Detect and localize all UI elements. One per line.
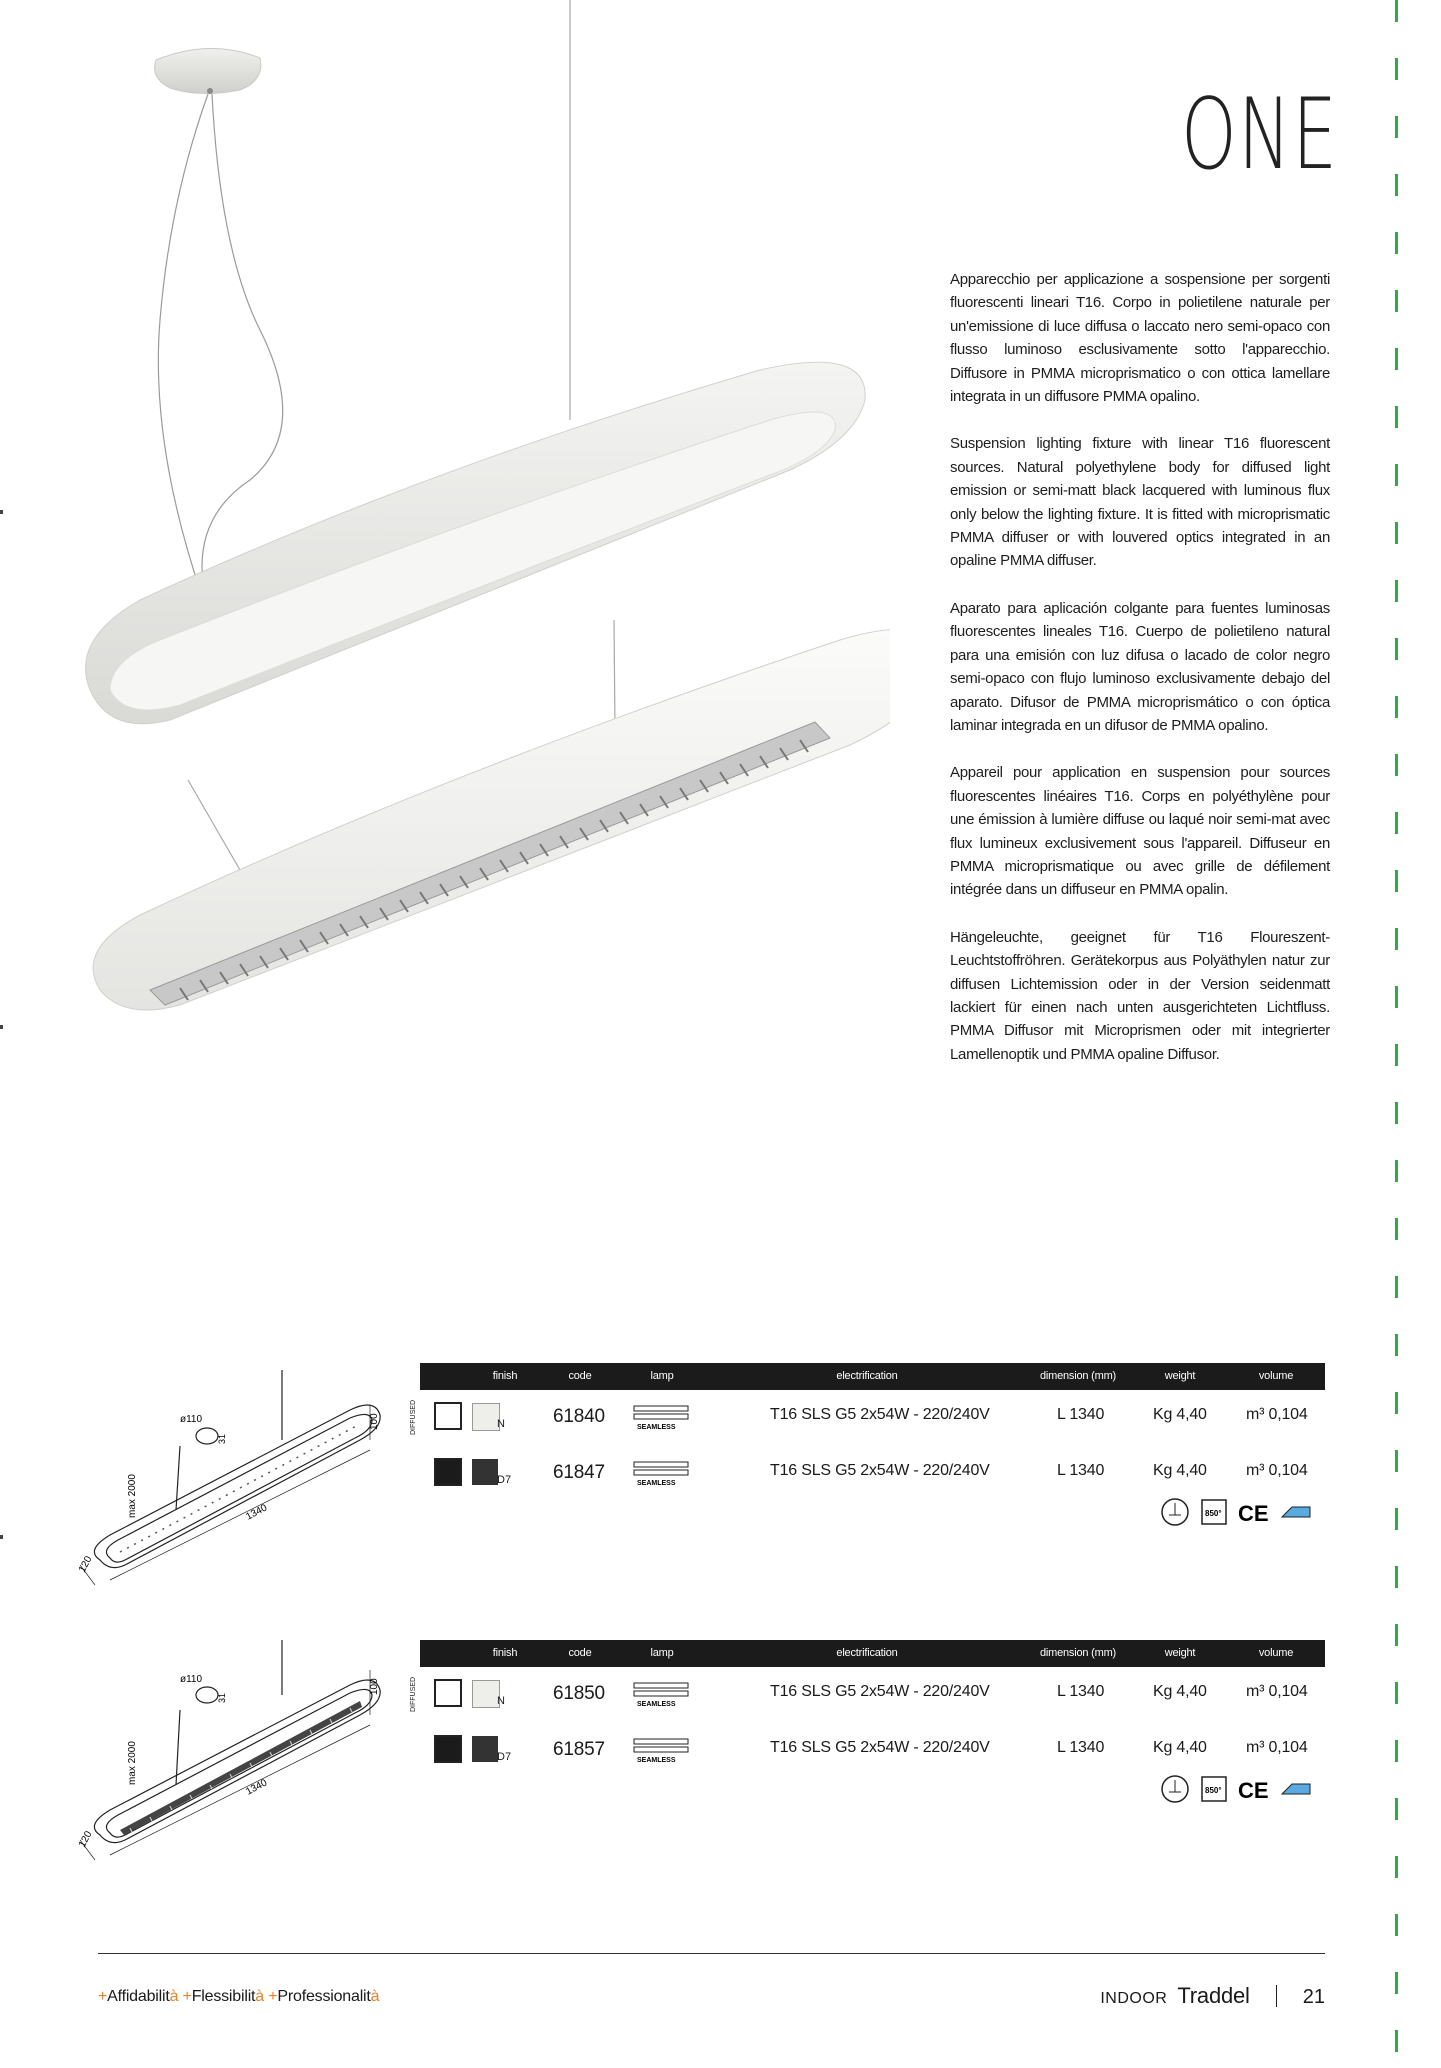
header-weight: weight <box>1164 1647 1196 1659</box>
lamp-label: SEAMLESS <box>637 1480 676 1487</box>
ballast-icon <box>1282 1507 1310 1517</box>
electrification-value: T16 SLS G5 2x54W - 220/240V <box>770 1462 990 1479</box>
certification-icons <box>1160 1772 1320 1806</box>
certification-icons <box>1160 1495 1320 1529</box>
dimension-value: L 1340 <box>1057 1462 1105 1479</box>
product-title: ONE <box>1180 78 1338 192</box>
ce-mark: CE <box>1238 1501 1269 1526</box>
table-row <box>420 1446 1325 1502</box>
volume-value: m³ 0,104 <box>1246 1406 1308 1423</box>
finish-swatch-black <box>472 1459 498 1485</box>
description-en: Suspension lighting fixture with linear T16 fluorescent sources. Natural polyethylene body for diffused light emission or semi-matt black lacquered with luminous flux only below the lighting fixture. It is fitted with microprismatic PMMA diffuser or with louvered optics integrated in an opaline PMMA diffuser. <box>950 435 1330 570</box>
spec-table-2 <box>410 1640 1325 1803</box>
slogan-accent: à <box>370 1988 380 2005</box>
table-row <box>410 1667 1325 1723</box>
technical-drawing-louvre <box>70 1635 390 1865</box>
dim-height: 100 <box>369 1413 380 1430</box>
description-fr: Appareil pour application en suspension pour sources fluorescentes linéaires T16. Corps en polyéthylène pour une émission à lumière diffuse ou laqué noir semi-mat avec flux lumineux exclusivement sous l'appareil. Diffuseur en PMMA microprismatique ou avec grille de défilement intégrée dans un diffuseur en PMMA opalin. <box>950 764 1330 899</box>
crop-mark <box>0 1025 3 1029</box>
header-code: code <box>568 1647 592 1659</box>
header-electrification: electrification <box>836 1647 898 1659</box>
finish-code: N <box>497 1695 505 1707</box>
dim-max: max 2000 <box>127 1741 138 1785</box>
finish-swatch-black <box>472 1736 498 1762</box>
t16-lamp-icon <box>632 1735 690 1765</box>
slogan-plus: + <box>268 1988 278 2005</box>
lamp-label: SEAMLESS <box>637 1701 676 1708</box>
technical-drawing-diffuser <box>70 1360 390 1590</box>
t16-lamp-icon <box>632 1679 690 1709</box>
weight-value: Kg 4,40 <box>1153 1462 1207 1479</box>
slogan-accent: à <box>169 1988 179 2005</box>
page-number: 21 <box>1302 1986 1325 2008</box>
product-code: 61847 <box>553 1462 605 1483</box>
table-header <box>420 1363 1325 1390</box>
header-code: code <box>568 1370 592 1382</box>
spec-table-1 <box>410 1363 1325 1526</box>
footer-brand <box>1100 1983 1325 2009</box>
table-row <box>420 1723 1325 1779</box>
header-finish: finish <box>492 1647 518 1659</box>
description-block <box>950 268 1330 1090</box>
product-photo <box>70 0 890 1030</box>
finish-swatch-natural <box>472 1403 500 1431</box>
volume-value: m³ 0,104 <box>1246 1739 1308 1756</box>
footer-slogan <box>98 1988 379 2006</box>
dim-diameter: ø110 <box>180 1674 203 1685</box>
slogan-accent: à <box>255 1988 264 2005</box>
mode-label: DIFFUSED <box>410 1677 417 1712</box>
slogan-plus: + <box>182 1988 192 2005</box>
dim-small: 31 <box>217 1692 227 1703</box>
finish-code: D7 <box>497 1751 512 1763</box>
slogan-word: Affidabilit <box>107 1988 170 2005</box>
glow-wire-label: 850° <box>1205 1509 1222 1518</box>
dimension-value: L 1340 <box>1057 1683 1105 1700</box>
finish-code: N <box>497 1418 505 1430</box>
table-header <box>420 1640 1325 1667</box>
downlight-emission-icon <box>434 1458 462 1486</box>
weight-value: Kg 4,40 <box>1153 1739 1207 1756</box>
dim-width: 120 <box>76 1554 95 1575</box>
dimension-value: L 1340 <box>1057 1406 1105 1423</box>
footer-separator <box>1276 1985 1277 2007</box>
dim-width: 120 <box>76 1829 95 1850</box>
crop-mark <box>0 510 3 514</box>
dim-diameter: ø110 <box>180 1414 203 1425</box>
dim-small: 31 <box>217 1433 227 1444</box>
glow-wire-label: 850° <box>1205 1786 1222 1795</box>
finish-swatch-natural <box>472 1680 500 1708</box>
weight-value: Kg 4,40 <box>1153 1406 1207 1423</box>
header-lamp: lamp <box>650 1370 674 1382</box>
weight-value: Kg 4,40 <box>1153 1683 1207 1700</box>
dim-length: 1340 <box>244 1502 270 1523</box>
description-it: Apparecchio per applicazione a sospensione per sorgenti fluorescenti lineari T16. Corpo in polietilene naturale per un'emissione di luce diffusa o laccato nero semi-opaco con flusso luminoso esclusivamente sotto l'apparecchio. Diffusore in PMMA microprismatico o con ottica lamellare integrata in un diffusore PMMA opalino. <box>950 271 1330 406</box>
electrification-value: T16 SLS G5 2x54W - 220/240V <box>770 1406 990 1423</box>
header-weight: weight <box>1164 1370 1196 1382</box>
header-volume: volume <box>1258 1647 1294 1659</box>
dim-length: 1340 <box>244 1777 270 1798</box>
header-volume: volume <box>1258 1370 1294 1382</box>
product-code: 61857 <box>553 1739 605 1760</box>
ballast-icon <box>1282 1784 1310 1794</box>
header-dimension: dimension (mm) <box>1039 1647 1117 1659</box>
lamp-label: SEAMLESS <box>637 1424 676 1431</box>
green-dashed-rule <box>1395 0 1398 2068</box>
finish-code: D7 <box>497 1474 512 1486</box>
diffused-emission-icon <box>434 1679 462 1707</box>
table-row <box>410 1390 1325 1446</box>
dim-max: max 2000 <box>127 1474 138 1518</box>
header-lamp: lamp <box>650 1647 674 1659</box>
footer-brand-name: Traddel <box>1177 1983 1250 2008</box>
dim-height: 100 <box>369 1678 380 1695</box>
description-es: Aparato para aplicación colgante para fuentes luminosas fluorescentes lineales T16. Cuerpo de polietileno natural para una emisión con luz difusa o lacado de color negro semi-opaco con flujo luminoso exclusivamente debajo del aparato. Difusor de PMMA microprismático o con óptica laminar integrada en un difusor de PMMA opalino. <box>950 599 1330 734</box>
mode-label: DIFFUSED <box>410 1400 417 1435</box>
slogan-plus: + <box>98 1988 108 2005</box>
product-code: 61850 <box>553 1683 605 1704</box>
footer-divider <box>98 1953 1325 1954</box>
product-code: 61840 <box>553 1406 605 1427</box>
footer-section: INDOOR <box>1100 1990 1168 2007</box>
header-dimension: dimension (mm) <box>1039 1370 1117 1382</box>
diffused-emission-icon <box>434 1402 462 1430</box>
volume-value: m³ 0,104 <box>1246 1462 1308 1479</box>
description-de: Hängeleuchte, geeignet für T16 Floureszent-Leuchtstoffröhren. Gerätekorpus aus Polyäthylen natur zur diffusen Lichtemission oder in der Version seidenmatt lackiert für einen nach unten ausgerichteten Lichtfluss. PMMA Diffusor mit Microprismen oder mit integrierter Lamellenoptik und PMMA opaline Diffusor. <box>950 928 1330 1063</box>
ce-mark: CE <box>1238 1778 1269 1803</box>
header-electrification: electrification <box>836 1370 898 1382</box>
t16-lamp-icon <box>632 1458 690 1488</box>
t16-lamp-icon <box>632 1402 690 1432</box>
downlight-emission-icon <box>434 1735 462 1763</box>
dimension-value: L 1340 <box>1057 1739 1105 1756</box>
volume-value: m³ 0,104 <box>1246 1683 1308 1700</box>
crop-mark <box>0 1535 3 1539</box>
electrification-value: T16 SLS G5 2x54W - 220/240V <box>770 1739 990 1756</box>
lamp-label: SEAMLESS <box>637 1757 676 1764</box>
electrification-value: T16 SLS G5 2x54W - 220/240V <box>770 1683 990 1700</box>
header-finish: finish <box>492 1370 518 1382</box>
slogan-word: Flessibilit <box>191 1988 256 2005</box>
slogan-word: Professionalit <box>277 1988 371 2005</box>
